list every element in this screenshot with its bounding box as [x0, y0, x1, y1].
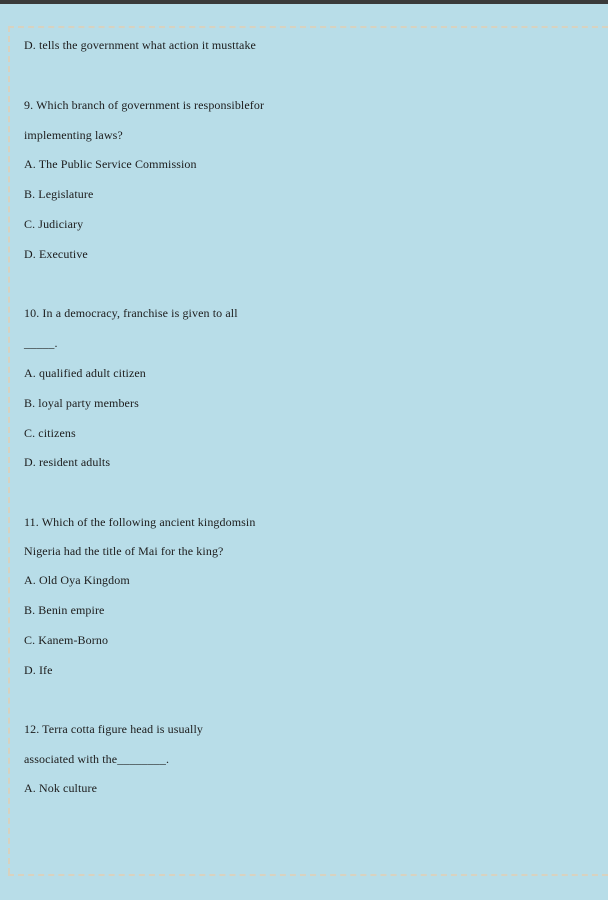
page-border-left — [8, 26, 10, 874]
option-a-q9: A. The Public Service Commission — [24, 157, 197, 171]
question-9-line-2: implementing laws? — [24, 128, 123, 142]
question-10-line-2: _____. — [24, 336, 58, 350]
document-page — [0, 4, 608, 900]
option-b-q10: B. loyal party members — [24, 396, 139, 410]
page-border-bottom — [8, 874, 608, 876]
option-a-q11: A. Old Oya Kingdom — [24, 573, 130, 587]
question-12-line-2: associated with the________. — [24, 752, 170, 766]
option-b-q9: B. Legislature — [24, 187, 94, 201]
option-c-q11: C. Kanem-Borno — [24, 633, 109, 647]
option-c-q10: C. citizens — [24, 426, 76, 440]
option-d-q8: D. tells the government what action it musttake — [24, 38, 256, 52]
option-d-q9: D. Executive — [24, 247, 88, 261]
option-d-q11: D. Ife — [24, 663, 53, 677]
option-b-q11: B. Benin empire — [24, 603, 105, 617]
question-10-line-1: 10. In a democracy, franchise is given to all — [24, 306, 238, 320]
question-12-line-1: 12. Terra cotta figure head is usually — [24, 722, 204, 736]
question-11-line-2: Nigeria had the title of Mai for the king? — [24, 544, 224, 558]
question-9-line-1: 9. Which branch of government is responsiblefor — [24, 98, 265, 112]
option-c-q9: C. Judiciary — [24, 217, 84, 231]
option-a-q12: A. Nok culture — [24, 781, 98, 795]
page-border-top — [8, 26, 608, 28]
question-11-line-1: 11. Which of the following ancient kingdomsin — [24, 515, 256, 529]
option-d-q10: D. resident adults — [24, 455, 111, 469]
option-a-q10: A. qualified adult citizen — [24, 366, 146, 380]
